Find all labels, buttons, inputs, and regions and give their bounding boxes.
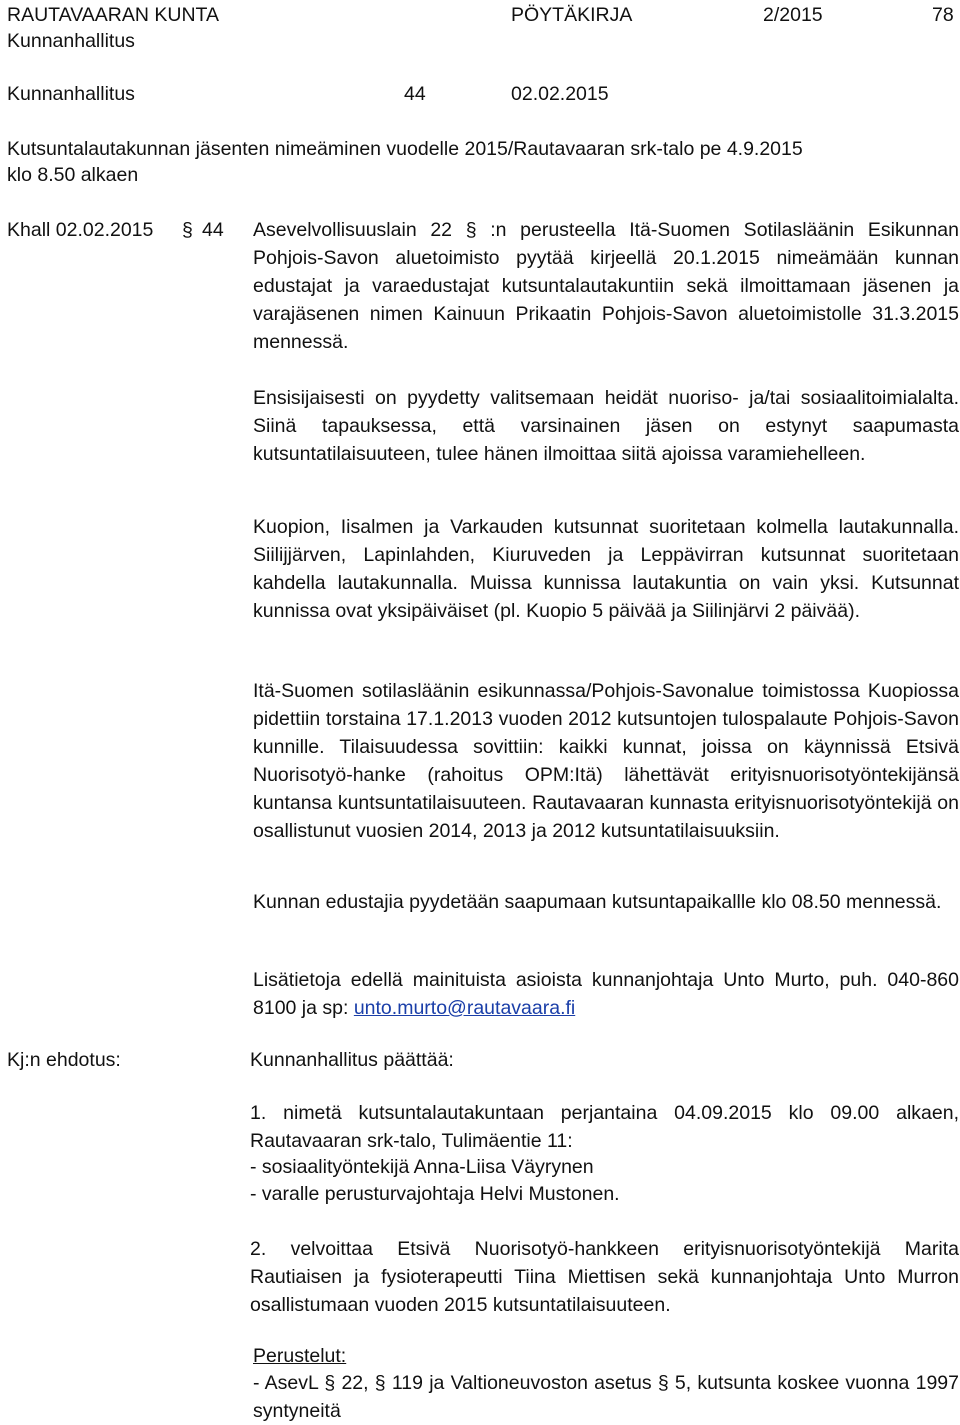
proposal-label: Kj:n ehdotus: bbox=[7, 1049, 121, 1071]
paragraph-2: Ensisijaisesti on pyydetty valitsemaan heidät nuoriso- ja/tai sosiaalitoimialalta. Siinä tapauksessa, että varsinainen jäsen on estynyt saapumasta kutsuntatilaisuuteen, tulee hänen ilmoittaa siitä ajoissa varamiehelleen. bbox=[253, 387, 959, 465]
proposal-intro: Kunnanhallitus päättää: bbox=[250, 1049, 454, 1071]
header-issue: 2/2015 bbox=[763, 4, 823, 26]
proposal-item-2-block bbox=[250, 1235, 959, 1319]
header-doc-type: PÖYTÄKIRJA bbox=[511, 4, 633, 26]
paragraph-4-block bbox=[253, 677, 959, 845]
paragraph-2-block bbox=[253, 384, 959, 468]
email-link[interactable]: unto.murto@rautavaara.fi bbox=[353, 997, 576, 1019]
paragraph-1: Asevelvollisuuslain 22 § :n perusteella Itä-Suomen Sotilasläänin Esikunnan Pohjois-Savon aluetoimisto pyytää kirjeellä 20.1.2015 nimeämään kunnan edustajat ja varaedustajat kutsuntalautakuntiin sekä ilmoittamaan jäsenen ja varajäsenen nimen Kainuun Prikaatin Pohjois-Savon aluetoimistolle 31.3.2015 mennessä. bbox=[253, 219, 959, 353]
paragraph-6 bbox=[253, 966, 959, 1022]
paragraph-5: Kunnan edustajia pyydetään saapumaan kutsuntapaikallle klo 08.50 mennessä. bbox=[253, 891, 942, 913]
paragraph-4: Itä-Suomen sotilasläänin esikunnassa/Pohjois-Savonalue toimistossa Kuopiossa pidettiin torstaina 17.1.2013 vuoden 2012 kutsuntojen tulospalaute Pohjois-Savon kunnille. Tilaisuudessa sovittiin: kaikki kunnat, joissa on käynnissä Etsivä Nuorisotyö-hanke (rahoitus OPM:Itä) lähettävät erityisnuorisotyöntekijänsä kuntansa kuntsuntatilaisuuteen. Rautavaaran kunnasta erityisnuorisotyöntekijä on osallistunut vuosien 2014, 2013 ja 2012 kutsuntatilaisuuksiin. bbox=[253, 680, 959, 842]
basis-text: - AsevL § 22, § 119 ja Valtioneuvoston asetus § 5, kutsunta koskee vuonna 1997 syntyneitä bbox=[253, 1372, 959, 1422]
reference-number: 44 bbox=[202, 219, 224, 241]
paragraph-3-block bbox=[253, 513, 959, 625]
header-page-number: 78 bbox=[932, 4, 954, 26]
basis-block bbox=[253, 1369, 959, 1425]
proposal-item-2: 2. velvoittaa Etsivä Nuorisotyö-hankkeen erityisnuorisotyöntekijä Marita Rautiaisen ja fysioterapeutti Tiina Miettisen sekä kunnanjohtaja Unto Murron osallistumaan vuoden 2015 kutsuntatilaisuuteen. bbox=[250, 1238, 959, 1316]
section-body: Kunnanhallitus bbox=[7, 83, 135, 105]
paragraph-6-block bbox=[253, 966, 959, 1022]
paragraph-3: Kuopion, Iisalmen ja Varkauden kutsunnat suoritetaan kolmella lautakunnalla. Siilijjärven, Lapinlahden, Kiuruveden ja Leppävirran kutsunnat suoritetaan kahdella lautakunnalla. Muissa kunnissa lautakuntia on vain yksi. Kutsunnat kunnissa ovat yksipäiväiset (pl. Kuopio 5 päivää ja Siilinjärvi 2 päivää). bbox=[253, 516, 959, 622]
header-org: RAUTAVAARAN KUNTA bbox=[7, 4, 219, 26]
paragraph-5-block bbox=[253, 888, 959, 916]
proposal-item-1: 1. nimetä kutsuntalautakuntaan perjantaina 04.09.2015 klo 09.00 alkaen, Rautavaaran srk-talo, Tulimäentie 11: bbox=[250, 1102, 959, 1152]
contact-text: Lisätietoja edellä mainituista asioista kunnanjohtaja Unto Murto, puh. 040-860 8100 ja sp: bbox=[253, 969, 959, 1019]
item-title-line1: Kutsuntalautakunnan jäsenten nimeäminen vuodelle 2015/Rautavaaran srk-talo pe 4.9.2015 bbox=[7, 138, 803, 160]
header-body: Kunnanhallitus bbox=[7, 30, 135, 52]
proposal-item-1-block bbox=[250, 1099, 959, 1155]
body-text bbox=[253, 216, 959, 356]
basis-heading: Perustelut: bbox=[253, 1345, 347, 1367]
item-title-line2: klo 8.50 alkaen bbox=[7, 164, 139, 186]
paragraph-sign: § bbox=[182, 219, 193, 241]
proposal-item-1-member: - sosiaalityöntekijä Anna-Liisa Väyrynen bbox=[250, 1156, 594, 1178]
section-number: 44 bbox=[404, 83, 426, 105]
section-date: 02.02.2015 bbox=[511, 83, 609, 105]
proposal-item-1-deputy: - varalle perusturvajohtaja Helvi Mustonen. bbox=[250, 1183, 620, 1205]
reference-label: Khall 02.02.2015 bbox=[7, 219, 154, 241]
